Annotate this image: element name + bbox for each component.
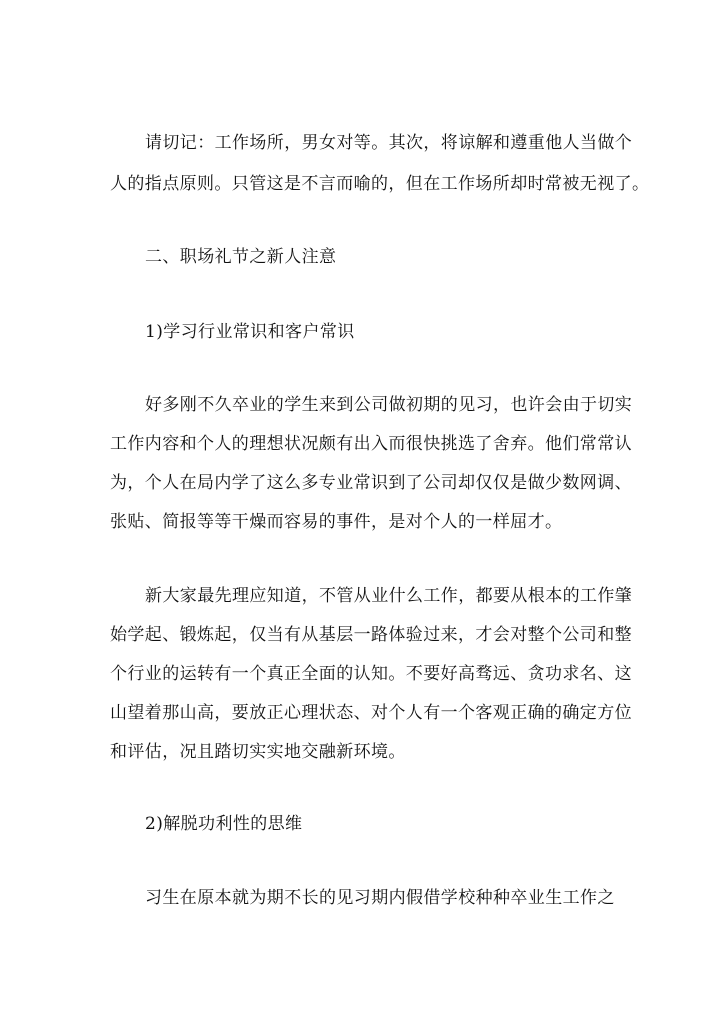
paragraph-3-line-1: 新大家最先理应知道，不管从业什么工作，都要从根本的工作肇 xyxy=(145,586,633,606)
paragraph-2-line-2: 工作内容和个人的理想状况颇有出入而很快挑选了舍弃。他们常常认 xyxy=(110,434,632,454)
paragraph-4-line-1: 习生在原本就为期不长的见习期内假借学校种种卒业生工作之 xyxy=(145,888,615,908)
paragraph-1-line-1: 请切记：工作场所，男女对等。其次，将谅解和遵重他人当做个 xyxy=(145,133,633,153)
section-heading: 二、职场礼节之新人注意 xyxy=(145,247,337,267)
paragraph-1-line-2: 人的指点原则。只管这是不言而喻的，但在工作场所却时常被无视了。 xyxy=(110,174,650,194)
paragraph-2-line-1: 好多刚不久卒业的学生来到公司做初期的见习，也许会由于切实 xyxy=(145,395,633,415)
subheading-2: 2)解脱功利性的思维 xyxy=(145,814,303,834)
paragraph-3-line-2: 始学起、锻炼起，仅当有从基层一路体验过来，才会对整个公司和整 xyxy=(110,625,632,645)
subheading-1: 1)学习行业常识和客户常识 xyxy=(145,322,355,342)
paragraph-3-line-3: 个行业的运转有一个真正全面的认知。不要好高骛远、贪功求名、这 xyxy=(110,664,632,684)
paragraph-3-line-5: 和评估，况且踏切实实地交融新环境。 xyxy=(110,742,406,762)
paragraph-2-line-4: 张贴、简报等等干燥而容易的事件，是对个人的一样屈才。 xyxy=(110,512,563,532)
paragraph-2-line-3: 为，个人在局内学了这么多专业常识到了公司却仅仅是做少数网调、 xyxy=(110,473,632,493)
paragraph-3-line-4: 山望着那山高，要放正心理状态、对个人有一个客观正确的确定方位 xyxy=(110,703,632,723)
